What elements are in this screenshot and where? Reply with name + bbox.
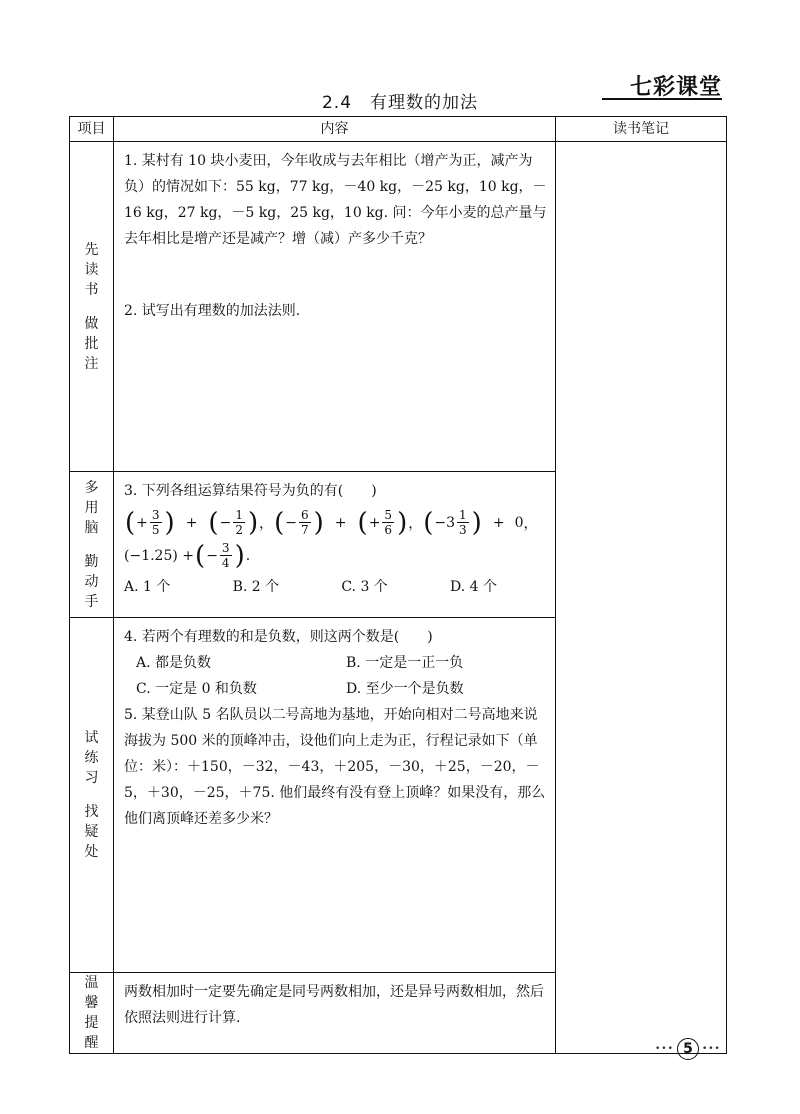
section-think-content	[114, 472, 556, 618]
question-4-options-row-2	[124, 676, 547, 702]
header-notes: 读书笔记	[556, 117, 727, 142]
header-item: 项目	[70, 117, 114, 142]
question-1: 1. 某村有 10 块小麦田，今年收成与去年相比（增产为正，减产为负）的情况如下：55 kg，77 kg，－40 kg，－25 kg，10 kg，－16 kg，27 kg，－5 kg，25 kg，10 kg. 问：今年小麦的总产量与去年相比是增产还是减产？增（减）产多少千克？	[124, 153, 547, 247]
option-b[interactable]: B. 一定是一正一负	[346, 655, 464, 671]
question-3-options	[124, 574, 547, 600]
section-label-practice: 试 练 习 找 疑 处	[70, 618, 114, 973]
option-b[interactable]: B. 2 个	[232, 579, 280, 595]
page-title: 2.4 有理数的加法	[321, 93, 479, 113]
section-label-think: 多 用 脑 勤 动 手	[70, 472, 114, 618]
page-dots-left: •••	[655, 1044, 674, 1054]
option-c[interactable]: C. 3 个	[341, 579, 388, 595]
header-content: 内容	[114, 117, 556, 142]
question-4-stem: 4. 若两个有理数的和是负数，则这两个数是( )	[124, 629, 433, 645]
option-d[interactable]: D. 4 个	[450, 579, 497, 595]
page-footer	[655, 1038, 721, 1060]
section-read-content	[114, 142, 556, 472]
question-3-stem: 3. 下列各组运算结果符号为负的有( )	[124, 483, 377, 499]
option-d[interactable]: D. 至少一个是负数	[346, 681, 464, 697]
question-4-options-row-1	[124, 650, 547, 676]
section-label-read: 先 读 书 做 批 注	[70, 142, 114, 472]
option-c[interactable]: C. 一定是 0 和负数	[136, 681, 257, 697]
page-dots-right: •••	[701, 1044, 721, 1054]
question-5: 5. 某登山队 5 名队员以二号高地为基地，开始向相对二号高地来说海拔为 500 米的顶峰冲击，设他们向上走为正，行程记录如下（单位：米）：＋150，－32，－43，＋205，－30，＋25，－20，－5，＋30，－25，＋75. 他们最终有没有登上顶峰？如果没有，那么他们离顶峰还差多少米？	[124, 707, 546, 827]
section-practice-content	[114, 618, 556, 973]
expression-line-2: ( −1.25 ) + ( − $\frac{3}{4}$ ) .	[124, 540, 251, 571]
section-read-row	[70, 142, 727, 472]
brand-logo: 七彩课堂	[629, 75, 722, 100]
option-a[interactable]: A. 1 个	[124, 579, 171, 595]
tip-content: 两数相加时一定要先确定是同号两数相加，还是异号两数相加，然后依照法则进行计算.	[114, 973, 556, 1054]
table-header-row	[70, 117, 727, 142]
study-table	[69, 116, 727, 1054]
page-number: 5	[677, 1038, 699, 1060]
section-label-tip: 温 馨 提 醒	[70, 973, 114, 1054]
reading-notes-cell[interactable]	[556, 142, 727, 1054]
option-a[interactable]: A. 都是负数	[136, 655, 212, 671]
question-2: 2. 试写出有理数的加法法则.	[124, 303, 301, 319]
expression-line-1: ( + $\frac{3}{5}$ ) + ( − $\frac{1}{2}$ ) ， ( − $\frac{6}{7}$ ) + ( + $\frac{5}{6}$ ) ， ( − 3 $\frac{1}{3}$ ) + 0 ，	[125, 507, 538, 538]
